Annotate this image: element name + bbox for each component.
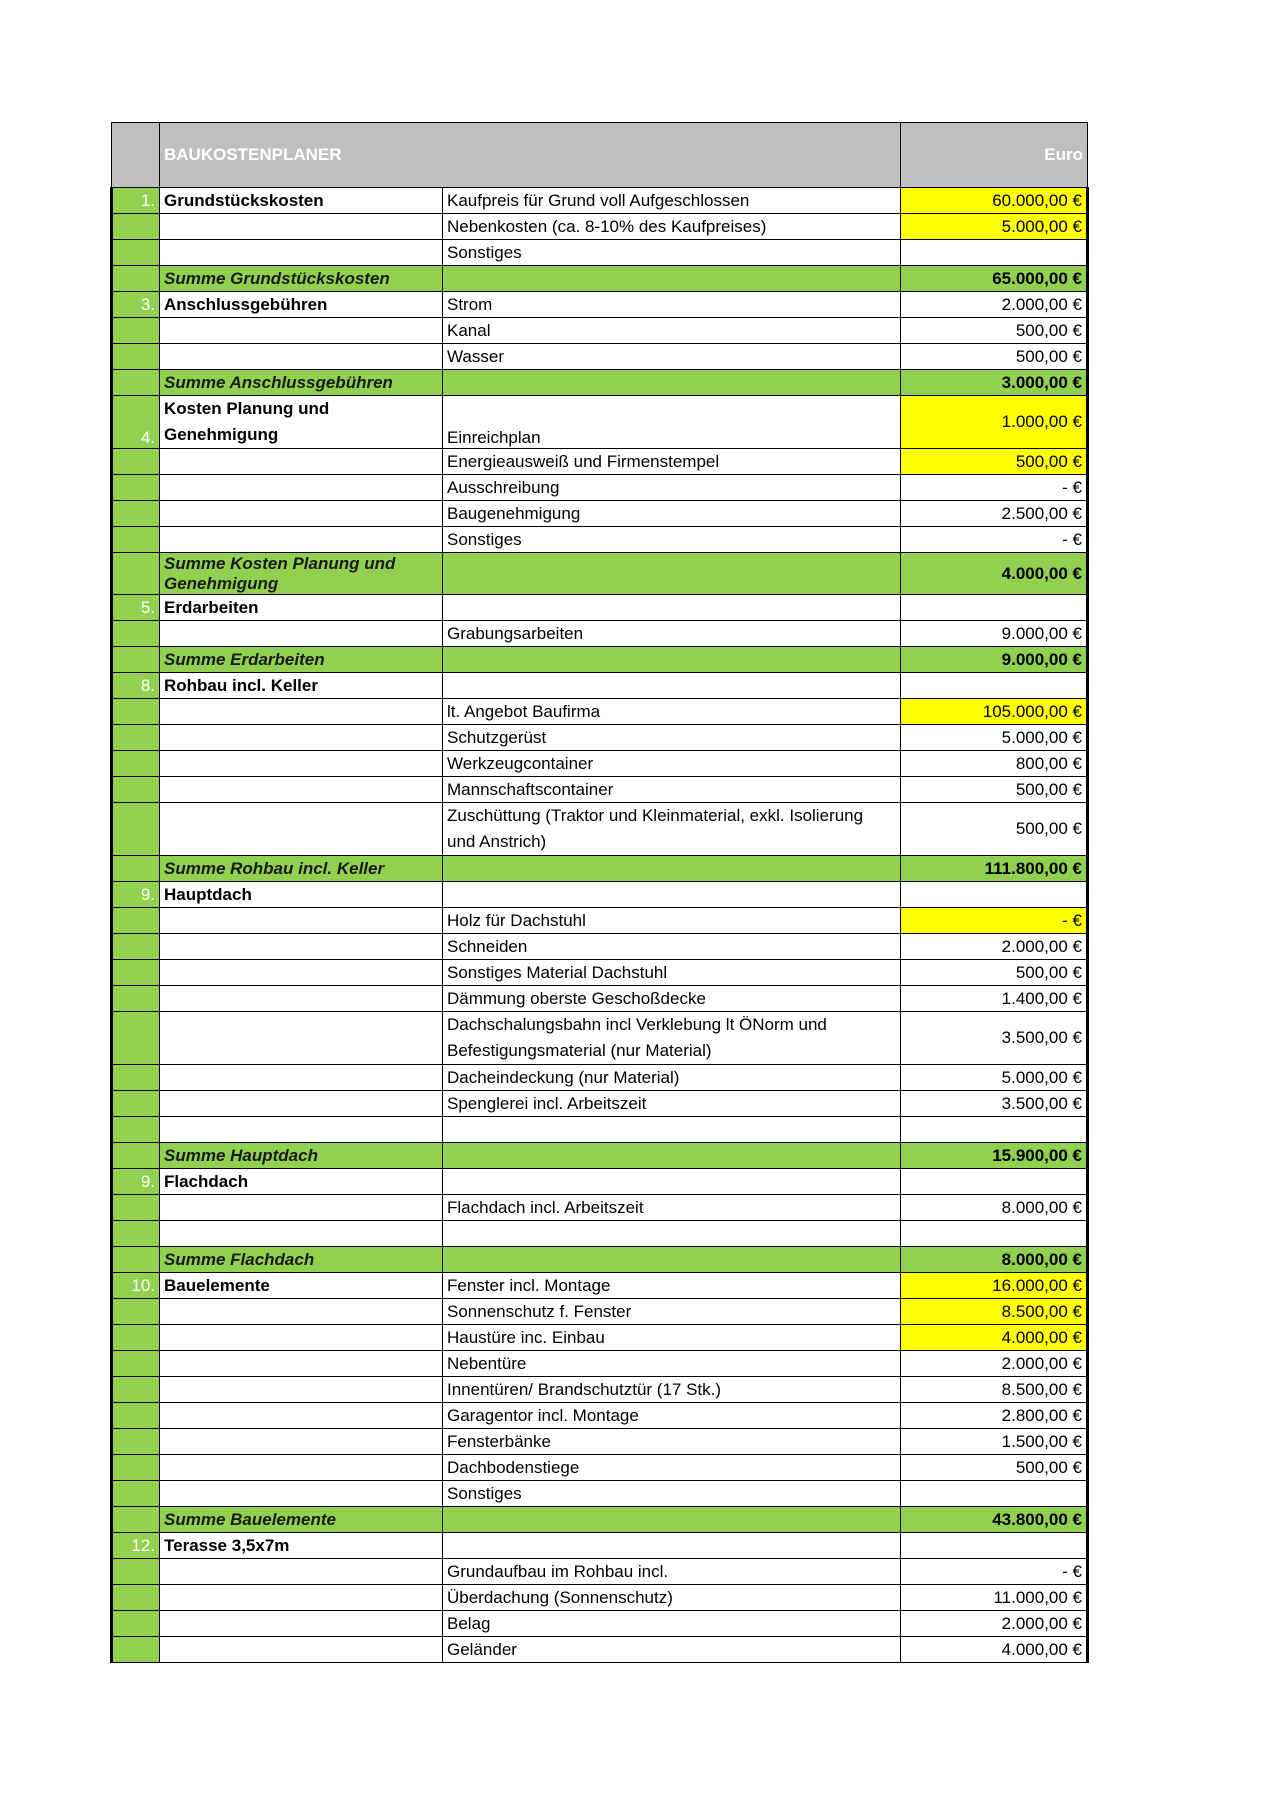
row-number xyxy=(112,1351,160,1377)
item-value xyxy=(901,1169,1088,1195)
category-label xyxy=(160,777,443,803)
item-value: - € xyxy=(901,527,1088,553)
item-description xyxy=(443,1533,901,1559)
sum-value: 65.000,00 € xyxy=(901,266,1088,292)
sum-value: 111.800,00 € xyxy=(901,856,1088,882)
row-number xyxy=(112,1455,160,1481)
table-row xyxy=(112,1065,1088,1091)
table-row xyxy=(112,1455,1088,1481)
item-description: Sonnenschutz f. Fenster xyxy=(443,1299,901,1325)
table-row xyxy=(112,1637,1088,1663)
sum-row xyxy=(112,553,1088,595)
item-value xyxy=(901,595,1088,621)
category-label: Kosten Planung und Genehmigung xyxy=(160,396,443,449)
item-value: 3.500,00 € xyxy=(901,1012,1088,1065)
table-row xyxy=(112,986,1088,1012)
item-value: 500,00 € xyxy=(901,777,1088,803)
category-label: Erdarbeiten xyxy=(160,595,443,621)
item-description: Überdachung (Sonnenschutz) xyxy=(443,1585,901,1611)
category-label xyxy=(160,803,443,856)
table-row xyxy=(112,1299,1088,1325)
table-row xyxy=(112,214,1088,240)
row-number xyxy=(112,960,160,986)
category-label: Bauelemente xyxy=(160,1273,443,1299)
item-description xyxy=(443,882,901,908)
table-row xyxy=(112,475,1088,501)
table-row xyxy=(112,777,1088,803)
table-row xyxy=(112,725,1088,751)
item-value xyxy=(901,673,1088,699)
table-row xyxy=(112,1403,1088,1429)
category-label xyxy=(160,240,443,266)
item-value: 5.000,00 € xyxy=(901,725,1088,751)
category-label xyxy=(160,699,443,725)
row-number xyxy=(112,1559,160,1585)
sum-row xyxy=(112,370,1088,396)
category-label xyxy=(160,1325,443,1351)
sum-label: Summe Anschlussgebühren xyxy=(160,370,443,396)
sum-value: 8.000,00 € xyxy=(901,1247,1088,1273)
table-row xyxy=(112,396,1088,449)
table-row xyxy=(112,1169,1088,1195)
item-description: Nebenkosten (ca. 8-10% des Kaufpreises) xyxy=(443,214,901,240)
item-value: 500,00 € xyxy=(901,449,1088,475)
row-number xyxy=(112,751,160,777)
table-row xyxy=(112,595,1088,621)
category-label xyxy=(160,1481,443,1507)
row-number xyxy=(112,475,160,501)
row-number xyxy=(112,1117,160,1143)
item-value xyxy=(901,1533,1088,1559)
item-description: Kanal xyxy=(443,318,901,344)
category-label: Anschlussgebühren xyxy=(160,292,443,318)
item-description: Geländer xyxy=(443,1637,901,1663)
table-row xyxy=(112,292,1088,318)
table-row xyxy=(112,1429,1088,1455)
row-number: 5. xyxy=(112,595,160,621)
item-description: Holz für Dachstuhl xyxy=(443,908,901,934)
category-label xyxy=(160,1377,443,1403)
table-row xyxy=(112,1117,1088,1143)
item-description xyxy=(443,647,901,673)
item-value: 2.000,00 € xyxy=(901,1351,1088,1377)
item-value: 1.500,00 € xyxy=(901,1429,1088,1455)
row-number xyxy=(112,777,160,803)
table-row xyxy=(112,934,1088,960)
table-row xyxy=(112,501,1088,527)
category-label xyxy=(160,1012,443,1065)
row-number xyxy=(112,1091,160,1117)
sum-value: 3.000,00 € xyxy=(901,370,1088,396)
row-number xyxy=(112,370,160,396)
row-number xyxy=(112,1611,160,1637)
category-label xyxy=(160,1299,443,1325)
item-value: 1.400,00 € xyxy=(901,986,1088,1012)
table-row xyxy=(112,344,1088,370)
category-label xyxy=(160,908,443,934)
category-label xyxy=(160,501,443,527)
item-description: Garagentor incl. Montage xyxy=(443,1403,901,1429)
category-label xyxy=(160,1429,443,1455)
item-value xyxy=(901,1481,1088,1507)
category-label xyxy=(160,1585,443,1611)
sum-value: 9.000,00 € xyxy=(901,647,1088,673)
row-number xyxy=(112,344,160,370)
row-number xyxy=(112,501,160,527)
item-value: 1.000,00 € xyxy=(901,396,1088,449)
item-description: Flachdach incl. Arbeitszeit xyxy=(443,1195,901,1221)
sum-row xyxy=(112,1143,1088,1169)
row-number xyxy=(112,725,160,751)
item-value: 8.500,00 € xyxy=(901,1299,1088,1325)
item-description xyxy=(443,856,901,882)
item-description: Energieausweiß und Firmenstempel xyxy=(443,449,901,475)
row-number: 9. xyxy=(112,882,160,908)
sum-label: Summe Hauptdach xyxy=(160,1143,443,1169)
item-value: 8.500,00 € xyxy=(901,1377,1088,1403)
item-description: Sonstiges xyxy=(443,527,901,553)
item-value: 5.000,00 € xyxy=(901,214,1088,240)
table-row xyxy=(112,1091,1088,1117)
row-number xyxy=(112,266,160,292)
table-row xyxy=(112,1559,1088,1585)
category-label xyxy=(160,1117,443,1143)
item-description: Fenster incl. Montage xyxy=(443,1273,901,1299)
category-label xyxy=(160,1611,443,1637)
category-label xyxy=(160,214,443,240)
item-description xyxy=(443,1169,901,1195)
category-label xyxy=(160,344,443,370)
table-row xyxy=(112,1195,1088,1221)
row-number: 12. xyxy=(112,1533,160,1559)
category-label xyxy=(160,318,443,344)
row-number xyxy=(112,1195,160,1221)
category-label xyxy=(160,1403,443,1429)
table-row xyxy=(112,803,1088,856)
row-number: 1. xyxy=(112,188,160,214)
item-description xyxy=(443,1507,901,1533)
item-value: - € xyxy=(901,475,1088,501)
item-value: 4.000,00 € xyxy=(901,1637,1088,1663)
item-value: 2.000,00 € xyxy=(901,292,1088,318)
table-row xyxy=(112,1481,1088,1507)
item-description: Sonstiges xyxy=(443,1481,901,1507)
row-number xyxy=(112,1247,160,1273)
table-row xyxy=(112,1273,1088,1299)
item-value: 11.000,00 € xyxy=(901,1585,1088,1611)
item-value: 500,00 € xyxy=(901,1455,1088,1481)
table-row xyxy=(112,1585,1088,1611)
table-row xyxy=(112,882,1088,908)
item-description xyxy=(443,1143,901,1169)
row-number xyxy=(112,449,160,475)
item-description: Spenglerei incl. Arbeitszeit xyxy=(443,1091,901,1117)
item-description: Grabungsarbeiten xyxy=(443,621,901,647)
category-label xyxy=(160,725,443,751)
category-label xyxy=(160,1559,443,1585)
item-description: Sonstiges Material Dachstuhl xyxy=(443,960,901,986)
row-number xyxy=(112,647,160,673)
category-label xyxy=(160,1065,443,1091)
table-row xyxy=(112,527,1088,553)
table-row xyxy=(112,621,1088,647)
item-description xyxy=(443,595,901,621)
category-label xyxy=(160,1351,443,1377)
category-label xyxy=(160,1455,443,1481)
category-label xyxy=(160,621,443,647)
row-number xyxy=(112,1507,160,1533)
item-description xyxy=(443,553,901,595)
row-number xyxy=(112,1143,160,1169)
row-number xyxy=(112,318,160,344)
sum-row xyxy=(112,856,1088,882)
item-description: Dacheindeckung (nur Material) xyxy=(443,1065,901,1091)
row-number xyxy=(112,1325,160,1351)
row-number xyxy=(112,934,160,960)
item-description: Kaufpreis für Grund voll Aufgeschlossen xyxy=(443,188,901,214)
item-description: Haustüre inc. Einbau xyxy=(443,1325,901,1351)
table-row xyxy=(112,1377,1088,1403)
row-number xyxy=(112,1221,160,1247)
table-row xyxy=(112,960,1088,986)
item-value: 4.000,00 € xyxy=(901,1325,1088,1351)
sum-label: Summe Kosten Planung und Genehmigung xyxy=(160,553,443,595)
row-number xyxy=(112,986,160,1012)
item-value: 5.000,00 € xyxy=(901,1065,1088,1091)
category-label xyxy=(160,527,443,553)
item-description xyxy=(443,673,901,699)
item-description: lt. Angebot Baufirma xyxy=(443,699,901,725)
row-number xyxy=(112,908,160,934)
table-row xyxy=(112,188,1088,214)
table-row xyxy=(112,908,1088,934)
table-row xyxy=(112,751,1088,777)
row-number xyxy=(112,621,160,647)
item-value: 800,00 € xyxy=(901,751,1088,777)
table-row xyxy=(112,699,1088,725)
sum-label: Summe Grundstückskosten xyxy=(160,266,443,292)
row-number xyxy=(112,1377,160,1403)
row-number xyxy=(112,1299,160,1325)
category-label xyxy=(160,1091,443,1117)
sum-label: Summe Rohbau incl. Keller xyxy=(160,856,443,882)
category-label: Grundstückskosten xyxy=(160,188,443,214)
item-description: Fensterbänke xyxy=(443,1429,901,1455)
row-number: 10. xyxy=(112,1273,160,1299)
header-number-cell xyxy=(112,123,160,188)
row-number: 8. xyxy=(112,673,160,699)
sum-label: Summe Flachdach xyxy=(160,1247,443,1273)
row-number: 4. xyxy=(112,396,160,449)
sum-label: Summe Erdarbeiten xyxy=(160,647,443,673)
item-value: 2.000,00 € xyxy=(901,934,1088,960)
row-number xyxy=(112,1585,160,1611)
item-value: - € xyxy=(901,1559,1088,1585)
row-number: 3. xyxy=(112,292,160,318)
sum-value: 4.000,00 € xyxy=(901,553,1088,595)
item-description: Ausschreibung xyxy=(443,475,901,501)
item-description: Nebentüre xyxy=(443,1351,901,1377)
item-value xyxy=(901,240,1088,266)
category-label xyxy=(160,449,443,475)
item-value: 60.000,00 € xyxy=(901,188,1088,214)
item-description: Grundaufbau im Rohbau incl. xyxy=(443,1559,901,1585)
item-value xyxy=(901,1117,1088,1143)
item-description: Dachbodenstiege xyxy=(443,1455,901,1481)
table-row xyxy=(112,1325,1088,1351)
table-row xyxy=(112,1611,1088,1637)
table-row xyxy=(112,318,1088,344)
item-value: 105.000,00 € xyxy=(901,699,1088,725)
item-value: 2.500,00 € xyxy=(901,501,1088,527)
row-number xyxy=(112,553,160,595)
row-number xyxy=(112,1403,160,1429)
item-value: 9.000,00 € xyxy=(901,621,1088,647)
item-value xyxy=(901,1221,1088,1247)
item-description: Baugenehmigung xyxy=(443,501,901,527)
row-number xyxy=(112,1012,160,1065)
item-value: 8.000,00 € xyxy=(901,1195,1088,1221)
category-label: Terasse 3,5x7m xyxy=(160,1533,443,1559)
sum-label: Summe Bauelemente xyxy=(160,1507,443,1533)
item-description: Innentüren/ Brandschutztür (17 Stk.) xyxy=(443,1377,901,1403)
item-value: 500,00 € xyxy=(901,318,1088,344)
category-label xyxy=(160,475,443,501)
row-number xyxy=(112,1065,160,1091)
table-row xyxy=(112,1533,1088,1559)
item-description xyxy=(443,1117,901,1143)
category-label xyxy=(160,986,443,1012)
category-label xyxy=(160,1221,443,1247)
table-header xyxy=(112,123,1088,188)
row-number xyxy=(112,699,160,725)
row-number xyxy=(112,214,160,240)
row-number xyxy=(112,1637,160,1663)
row-number xyxy=(112,856,160,882)
table-row xyxy=(112,673,1088,699)
row-number xyxy=(112,1481,160,1507)
item-value: 16.000,00 € xyxy=(901,1273,1088,1299)
table-row xyxy=(112,1351,1088,1377)
sum-row xyxy=(112,1247,1088,1273)
item-description xyxy=(443,1247,901,1273)
category-label: Hauptdach xyxy=(160,882,443,908)
category-label xyxy=(160,1637,443,1663)
category-label: Rohbau incl. Keller xyxy=(160,673,443,699)
item-description: Belag xyxy=(443,1611,901,1637)
item-description: Mannschaftscontainer xyxy=(443,777,901,803)
currency-header: Euro xyxy=(901,123,1088,188)
item-description: Strom xyxy=(443,292,901,318)
item-description: Sonstiges xyxy=(443,240,901,266)
sum-value: 43.800,00 € xyxy=(901,1507,1088,1533)
category-label xyxy=(160,1195,443,1221)
item-description: Wasser xyxy=(443,344,901,370)
item-description: Zuschüttung (Traktor und Kleinmaterial, exkl. Isolierung und Anstrich) xyxy=(443,803,901,856)
item-value: 3.500,00 € xyxy=(901,1091,1088,1117)
item-value xyxy=(901,882,1088,908)
row-number xyxy=(112,803,160,856)
row-number: 9. xyxy=(112,1169,160,1195)
sum-row xyxy=(112,647,1088,673)
sum-row xyxy=(112,1507,1088,1533)
table-row xyxy=(112,1221,1088,1247)
item-description xyxy=(443,1221,901,1247)
item-description: Dachschalungsbahn incl Verklebung lt ÖNorm und Befestigungsmaterial (nur Material) xyxy=(443,1012,901,1065)
table-row xyxy=(112,240,1088,266)
category-label: Flachdach xyxy=(160,1169,443,1195)
item-description: Schutzgerüst xyxy=(443,725,901,751)
row-number xyxy=(112,1429,160,1455)
item-description xyxy=(443,370,901,396)
row-number xyxy=(112,240,160,266)
category-label xyxy=(160,934,443,960)
item-value: 2.800,00 € xyxy=(901,1403,1088,1429)
item-value: - € xyxy=(901,908,1088,934)
item-description: Werkzeugcontainer xyxy=(443,751,901,777)
item-value: 500,00 € xyxy=(901,803,1088,856)
category-label xyxy=(160,960,443,986)
item-value: 500,00 € xyxy=(901,960,1088,986)
table-title: BAUKOSTENPLANER xyxy=(160,123,901,188)
row-number xyxy=(112,527,160,553)
item-description xyxy=(443,266,901,292)
table-row xyxy=(112,1012,1088,1065)
item-value: 500,00 € xyxy=(901,344,1088,370)
category-label xyxy=(160,751,443,777)
cost-table xyxy=(110,122,1089,1663)
item-description: Schneiden xyxy=(443,934,901,960)
item-description: Einreichplan xyxy=(443,396,901,449)
table-row xyxy=(112,449,1088,475)
item-description: Dämmung oberste Geschoßdecke xyxy=(443,986,901,1012)
sum-row xyxy=(112,266,1088,292)
sum-value: 15.900,00 € xyxy=(901,1143,1088,1169)
item-value: 2.000,00 € xyxy=(901,1611,1088,1637)
